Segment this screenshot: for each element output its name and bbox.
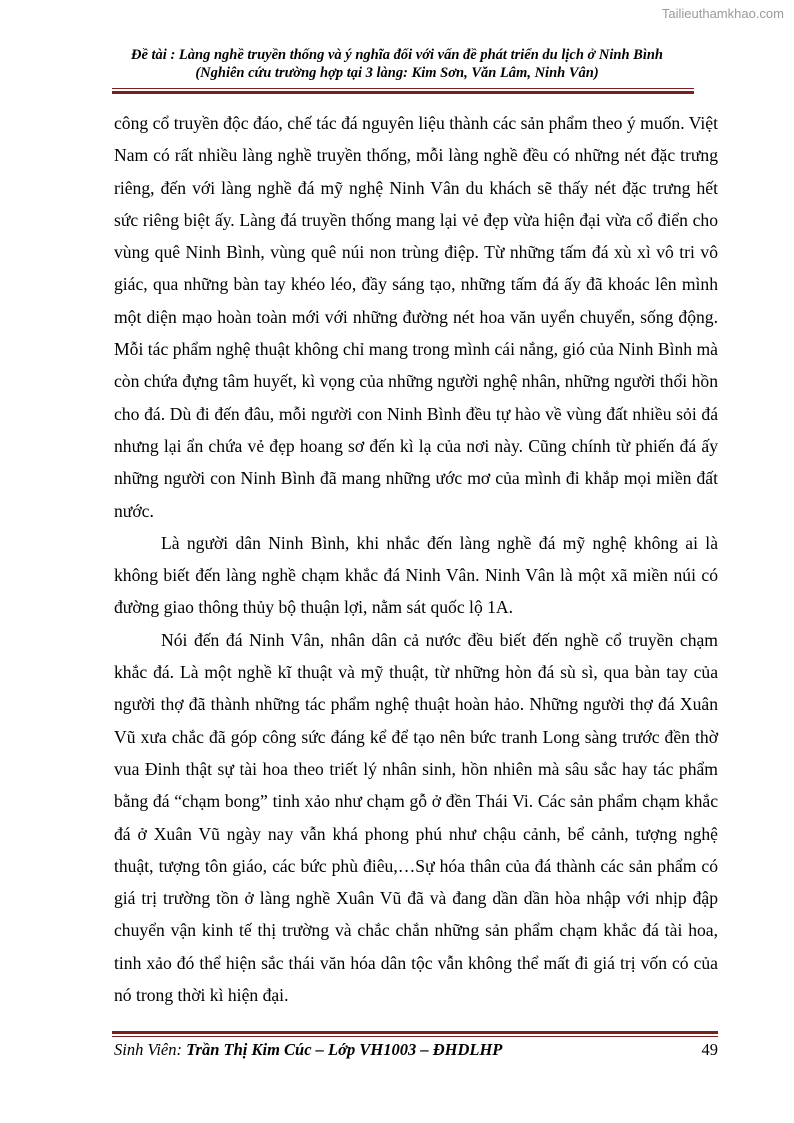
paragraph-1: công cổ truyền độc đáo, chế tác đá nguyên liệu thành các sản phẩm theo ý muốn. Việt Nam có rất nhiều làng nghề truyền thống, mỗi làng nghề đều có những nét đặc trưng riêng, đến với làng nghề đá mỹ nghệ Ninh Vân du khách sẽ thấy nét đặc trưng hết sức riêng biệt ấy. Làng đá truyền thống mang lại vẻ đẹp vừa hiện đại vừa cổ điển cho vùng quê Ninh Bình, vùng quê núi non trùng điệp. Từ những tấm đá xù xì vô tri vô giác, qua những bàn tay khéo léo, đầy sáng tạo, những tấm đá ấy đã khoác lên mình một diện mạo hoàn toàn mới với những đường nét hoa văn uyển chuyển, sống động. Mỗi tác phẩm nghệ thuật không chỉ mang trong mình cái nắng, gió của Ninh Bình mà còn chứa đựng tâm huyết, kì vọng của những người nghệ nhân, những người thổi hồn cho đá. Dù đi đến đâu, mỗi người con Ninh Bình đều tự hào về vùng đất nhiều sỏi đá nhưng lại ẩn chứa vẻ đẹp hoang sơ đến kì lạ của nơi này. Cũng chính từ phiến đá ấy những người con Ninh Bình đã mang những ước mơ của mình đi khắp mọi miền đất nước. <box>114 113 718 521</box>
footer-author: Trần Thị Kim Cúc – Lớp VH1003 – ĐHDLHP <box>186 1040 503 1059</box>
header-divider <box>112 88 694 94</box>
page-number: 49 <box>701 1040 718 1059</box>
header-title: Đề tài : Làng nghề truyền thống và ý nghĩa đối với vấn đề phát triển du lịch ở Ninh Bình <box>131 47 663 63</box>
footer-divider <box>112 1031 718 1037</box>
footer-prefix: Sinh Viên: <box>114 1040 187 1059</box>
header-subtitle: (Nghiên cứu trường hợp tại 3 làng: Kim Sơn, Văn Lâm, Ninh Vân) <box>195 65 599 81</box>
page-header <box>100 46 694 82</box>
paragraph-2: Là người dân Ninh Bình, khi nhắc đến làng nghề đá mỹ nghệ không ai là không biết đến làng nghề chạm khắc đá Ninh Vân. Ninh Vân là một xã miền núi có đường giao thông thủy bộ thuận lợi, nằm sát quốc lộ 1A. <box>114 532 718 618</box>
paragraph-3: Nói đến đá Ninh Vân, nhân dân cả nước đều biết đến nghề cổ truyền chạm khắc đá. Là một nghề kĩ thuật và mỹ thuật, từ những hòn đá sù sì, qua bàn tay của người thợ đã thành những tác phẩm nghệ thuật hoàn hảo. Những người thợ đá Xuân Vũ xưa chắc đã góp công sức đáng kể để tạo nên bức tranh Long sàng trước đền thờ vua Đinh thật sự tài hoa theo triết lý nhân sinh, hồn nhiên mà sâu sắc hay tác phẩm bằng đá “chạm bong” tinh xảo như chạm gỗ ở đền Thái Vi. Các sản phẩm chạm khắc đá ở Xuân Vũ ngày nay vẫn khá phong phú như chậu cảnh, bể cảnh, tượng nghệ thuật, tượng tôn giáo, các bức phù điêu,…Sự hóa thân của đá thành các sản phẩm có giá trị trường tồn ở làng nghề Xuân Vũ đã và đang dần dần hòa nhập với nhịp đập chuyển vận kinh tế thị trường và chắc chắn những sản phẩm chạm khắc đá tài hoa, tinh xảo đó thể hiện sắc thái văn hóa dân tộc vẫn không thể mất đi giá trị vốn có của nó trong thời kì hiện đại. <box>114 629 718 1006</box>
page-footer <box>114 1040 718 1060</box>
document-body <box>114 107 718 1011</box>
watermark: Tailieuthamkhao.com <box>661 6 784 21</box>
